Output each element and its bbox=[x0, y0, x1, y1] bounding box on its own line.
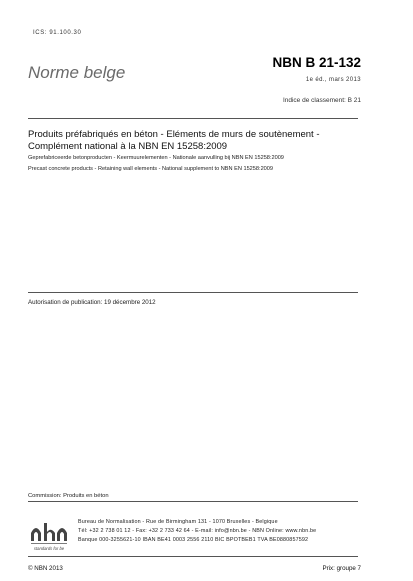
ics-code: ICS: 91.100.30 bbox=[33, 30, 82, 36]
address-line-1: Bureau de Normalisation - Rue de Birmingham 131 - 1070 Bruxelles - Belgique bbox=[78, 519, 278, 525]
classification-index: Indice de classement: B 21 bbox=[282, 97, 361, 104]
nbn-logo bbox=[28, 513, 70, 553]
title-dutch: Geprefabriceerde betonproducten - Keermuurelementen - Nationale aanvulling bij NBN EN 15258:2009 bbox=[28, 155, 284, 161]
standard-number: NBN B 21-132 bbox=[272, 55, 361, 70]
document-title: Produits préfabriqués en béton - Eléments de murs de soutènement - Complément national à la NBN EN 15258:2009 bbox=[28, 129, 320, 152]
divider-middle bbox=[28, 292, 358, 293]
commission: Commission: Produits en béton bbox=[28, 493, 109, 499]
divider-top bbox=[28, 118, 358, 119]
logo-b bbox=[44, 523, 55, 541]
price-group: Prix: groupe 7 bbox=[322, 565, 361, 572]
logo-tagline: standards for be bbox=[33, 546, 65, 551]
address-line-2: Tél: +32 2 738 01 12 - Fax: +32 2 733 42 64 - E-mail: info@nbn.be - NBN Online: www.nbn.be bbox=[78, 528, 317, 534]
logo-underline bbox=[31, 543, 67, 544]
publication-authorization: Autorisation de publication: 19 décembre 2012 bbox=[28, 299, 156, 306]
title-english: Precast concrete products - Retaining wall elements - National supplement to NBN EN 15258:2009 bbox=[28, 166, 274, 172]
edition-date: 1e éd., mars 2013 bbox=[305, 77, 361, 83]
address-line-3: Banque 000-3255621-10 IBAN BE41 0003 2556 2110 BIC BPOTBEB1 TVA BE0880857592 bbox=[78, 537, 309, 543]
copyright: © NBN 2013 bbox=[28, 565, 63, 572]
divider-footer bbox=[28, 556, 358, 557]
divider-bottom bbox=[28, 501, 358, 502]
brand-title: Norme belge bbox=[28, 63, 126, 82]
logo-n-left bbox=[31, 528, 41, 541]
nbn-logo-icon bbox=[28, 513, 70, 553]
logo-n-right bbox=[57, 528, 67, 541]
